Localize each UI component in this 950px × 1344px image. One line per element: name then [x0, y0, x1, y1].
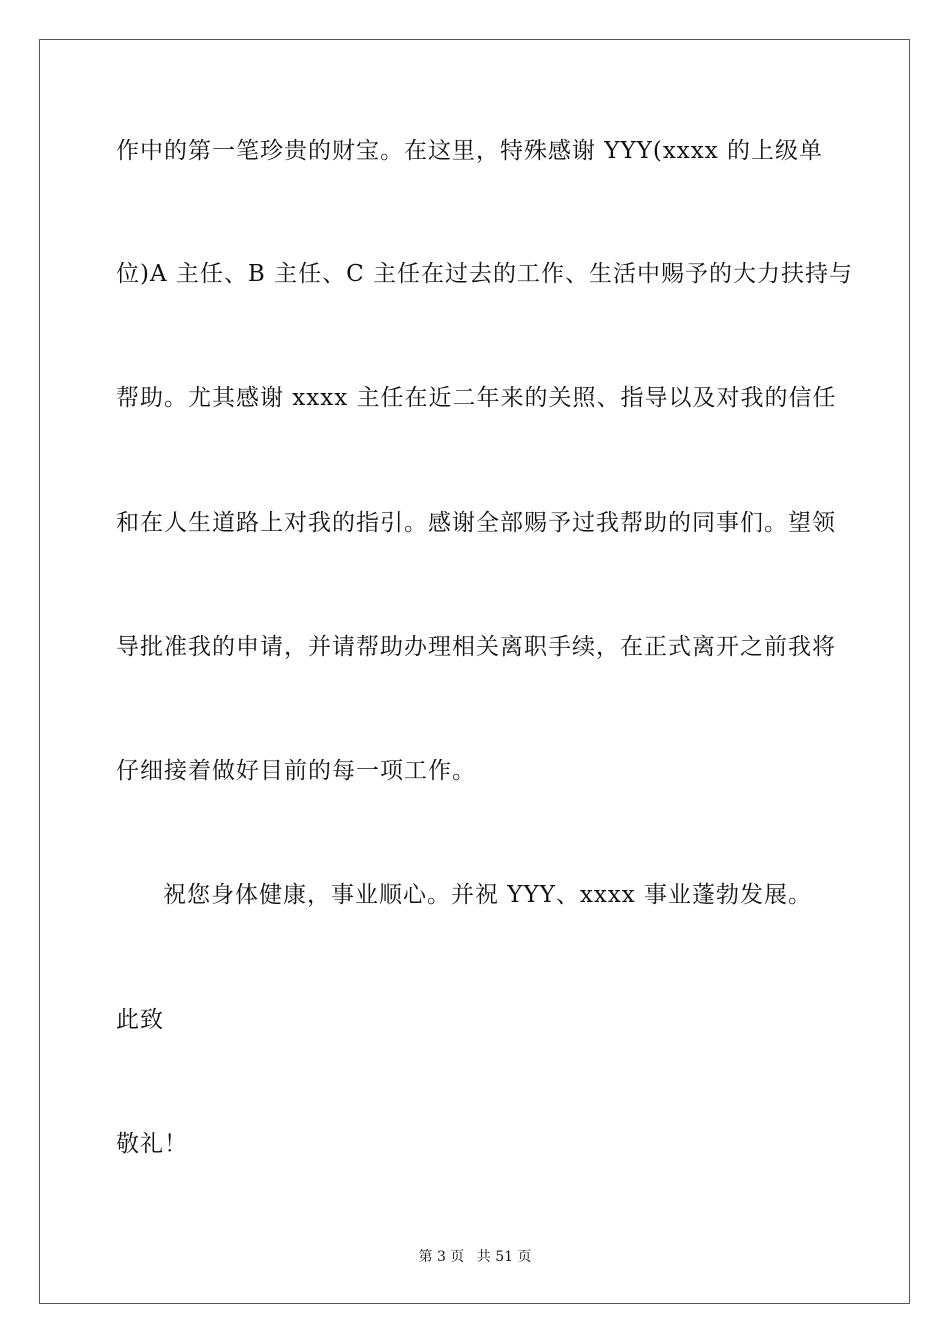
- page-footer: [0, 1248, 950, 1266]
- body-text-line: 帮助。尤其感谢 xxxx 主任在近二年来的关照、指导以及对我的信任: [116, 385, 837, 411]
- body-text-line: 仔细接着做好目前的每一项工作。: [116, 758, 476, 784]
- body-text-line: 和在人生道路上对我的指引。感谢全部赐予过我帮助的同事们。望领: [116, 510, 836, 536]
- body-text-line: 导批准我的申请，并请帮助办理相关离职手续，在正式离开之前我将: [116, 634, 836, 660]
- salutation-regards: 敬礼！: [116, 1131, 188, 1157]
- closing-wish: 祝您身体健康，事业顺心。并祝 YYY、xxxx 事业蓬勃发展。: [163, 882, 813, 908]
- salutation-closing: 此致: [116, 1007, 164, 1033]
- page-border: [39, 39, 910, 1304]
- total-page-count: 共 51 页: [476, 1249, 532, 1265]
- body-text-line: 位)A 主任、B 主任、C 主任在过去的工作、生活中赐予的大力扶持与: [116, 261, 854, 287]
- current-page-number: 第 3 页: [418, 1249, 465, 1265]
- body-text-line: 作中的第一笔珍贵的财宝。在这里，特殊感谢 YYY(xxxx 的上级单: [116, 138, 824, 164]
